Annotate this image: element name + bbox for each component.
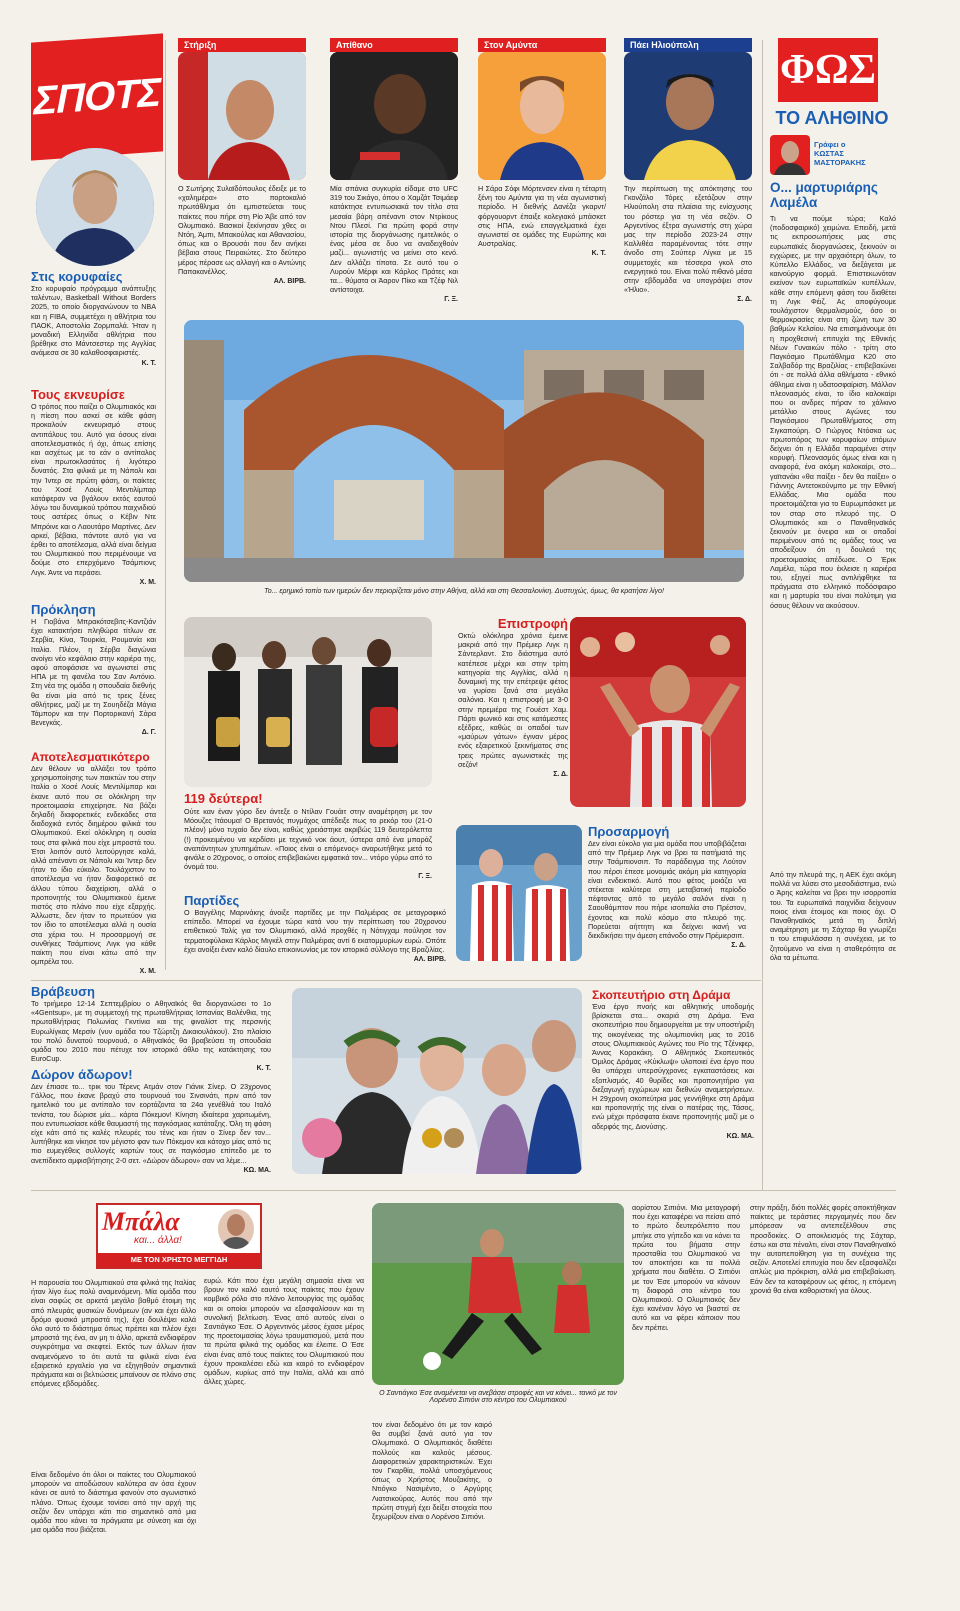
top-story-4-tag: Πάει Ηλιούπολη	[624, 38, 752, 52]
column-main-story	[770, 180, 896, 610]
bottom-col-5	[750, 1203, 896, 1295]
top-story-3-photo	[478, 52, 606, 180]
fos-subtitle: ΤΟ ΑΛΗΘΙΝΟ	[775, 108, 889, 128]
story-peaks-title: Στις κορυφαίες	[31, 269, 123, 284]
story-return-title: Επιστροφή	[497, 616, 568, 631]
top-story-4-sig: Σ. Δ.	[737, 296, 752, 304]
story-peaks-sig: Κ. Τ.	[141, 359, 156, 367]
story-adaptation-sig: Σ. Δ.	[731, 942, 746, 950]
story-shooters-sig: Χ. Μ.	[139, 578, 156, 586]
column-box	[96, 1203, 262, 1269]
top-story-4-text: Την περίπτωση της απόκτησης του Γκονζάλο Τόρες εξετάζουν στην Ηλιούπολη στα πλαίσια της ενίσχυσης του ρόστερ για τη νέα σεζόν. Ο Αργεντίνος έξτρα αγωνιστής στη χώρα μας την περίοδο 2023-24 στην Καλλιθέα παραμένοντας τότε στην άνοδο στη Σούπερ Λίγκα με 15 συμμετοχές και τέσσερα γκολ στο ενεργητικό του. Είναι πολύ πιθανό μέσα στην εβδομάδα να υπογράψει στον «Ήλιο».	[624, 184, 752, 295]
story-gift-title: Δώρον άδωρον!	[31, 1067, 133, 1082]
story-gift	[31, 1068, 271, 1174]
story-awards	[31, 985, 271, 1072]
story-shooters	[31, 388, 156, 586]
story-effective	[31, 750, 156, 975]
story-boxing-sig: Γ. Ξ.	[418, 873, 432, 881]
story-adaptation-title: Προσαρμογή	[588, 824, 670, 839]
column-box-subtitle: και... άλλα!	[134, 1235, 182, 1246]
olympic-medalist-photo-icon	[292, 988, 582, 1174]
footballer-training-icon	[372, 1203, 624, 1385]
story-challenge	[31, 603, 156, 736]
southampton-players-icon	[456, 825, 582, 961]
column-box-byline: ΜΕ ΤΟΝ ΧΡΗΣΤΟ ΜΕΓΓΙΔΗ	[98, 1253, 260, 1267]
story-awards-sig: Κ. Τ.	[256, 1065, 271, 1073]
boxers-photo-icon	[184, 617, 432, 787]
top-story-2-text: Μία σπάνια συγκυρία είδαμε στο UFC 319 του Σικάγο, όπου ο Χαμζάτ Τσιμάεφ κατάκτησε εντυπωσιακά τον τίτλο στα μεσαία βάρη απέναντι στον Ντρίκους Ντου Πλεσί. Για πρώτη φορά στην ιστορία της διοργάνωσης ημιτελικός ο ένας μέσα σε δυο να αναδειχθούν μαζί... αγωνιστής να μείνει στο κενό. Δεν αλλάζει τίποτα. Σε αυτό του ο Λυρούν Μέρφι και Κάρλος Πράτες και τα... θύματα οι Άαρον Πίκο και Τζέφ Νιλ αντίστοιχα.	[330, 184, 458, 295]
sunderland-fans-icon	[570, 617, 746, 807]
southampton-photo	[456, 825, 582, 961]
esse-caption: Ο Σαντιάγκο Έσε αναμένεται να ανεβάσει στροφές και να κάνει... τανκό με τον Λορένσο Σιπιόνι στο κέντρο του Ολυμπιακού	[379, 1390, 617, 1404]
columnist-byline	[814, 140, 896, 167]
story-drama-title: Σκοπευτήριο στη Δράμα	[592, 988, 731, 1002]
bottom-col-1-text: Η παρουσία του Ολυμπιακού στα φιλικά της Ιταλίας ήταν λίγο έως πολύ αναμενόμενη. Μία ομάδα που είναι σαφώς σε αρκετά μεγάλο βαθμό έτοιμη της από πλευράς φυσικών δυνάμεων (αν και έχει άλλο δρόμο φυσικά μπροστά της), έχει δουλέψει καλά όλο αυτό το διάστημα όπως πρέπει και πλέον έχει μπροστά της ένα, αν μη τι άλλο, αρκετά ενδιαφέρον συγκρότημα να σκεφτεί. Εκτός των άλλων ήταν αναμενόμενο το ότι αυτά τα φιλικά είναι ένα εξαιρετικό εργαλείο για να εξηγηθούν σημαντικά πράγματα και οι βελτιώσεις μπαίνουν σε πλάνο στις επόμενες εβδομάδες.	[31, 1278, 196, 1389]
top-story-1-text: Ο Σωτήρης Συλαϊδόπουλος έδειξε με το «χαλημέρα» στο πορτοκαλιό πρωτάθλημα ότι εμπιστεύεται τους παίκτες που πήρε στη Ρίο Άβε από τον Ολυμπιακό. Βασικοί ξεκίνησαν χθες οι Ντόη, Άμπι, Μπακούλας και Αθανασίου, όπως και ο Βρουσάι που δεν ανήκει βέβαια στους Πειραιώτες. Στο δεύτερο μέρος πέρασε ως αλλαγή και ο Αντώνης Παπακανέλλος.	[178, 184, 306, 276]
story-drama-sig: ΚΩ. ΜΑ.	[726, 1132, 754, 1140]
top-story-3	[478, 38, 606, 257]
top-story-3-tag: Στον Αμύντα	[478, 38, 606, 52]
column-title: Ο... μαρτυριάρης Λαμέλα	[770, 180, 878, 210]
top-story-4-photo	[624, 52, 752, 180]
column-text: Τι να πούμε τώρα; Καλό (ποδοσφαιρικό) χειμώνα. Επειδή, μετά τις εκπροσωπήσεις μας στις ευρωπαϊκές διοργανώσεις, ξεκινούν οι εγχώριες, με την αρχαιότερη όλων, το Κύπελλο Ελλάδος, να διεξάγεται με καινούργιο φορμά. Επιστεκωνόταν εκείνον των ευρωπαϊκών κυπέλλων, κάθε στην επόμενη φάση του διαθέτει τη Λιγκ Φέιζ. Ας αποφύγουμε τουλάχιστον θερμαλισμούς, όσο οι θερμοκρασίες είναι στη ζώνη των 30 βαθμών Κελσίου. Να επισημάνουμε ότι η προχθεσινή επιτυχία της Εθνικής Νέων Γυναικών πόλο - τρίτη στο Παγκόσμιο Πρωτάθλημα Κ20 στο Σαλβαδόρ της Βραζιλίας - επιβεβαιώνει ότι - σε πολλά άλλα αθλήματα - εθνικό άθλημα είναι η υδατοσφαίριση. Μάλλον πλεονασμός είναι, το ίδιο καλοκαίρι που οι ανδρες πήραν το χάλκινο μετάλλιο στους Αγώνες του Παγκόσμιου Πρωταθλήματος στη Σιγκαπούρη. Ο Γιώργος Ντόσκα ως πρωτοπόρος των κορυφαίων ατόμων δείχνει ότι η Ελλάδα παραμένει στην κορυφή. Πλεονασμός όμως είναι και η αναφορά, ένα ακόμη καλοκαίρι, στο... γαϊτανάκι «θα παίξει - δεν θα παίξει» ο Γιάννης Αντετοκούνμπο με την Εθνική Ελλάδας. Μια ομάδα που προετοιμάζεται για το Ευρωμπάσκετ με τον σταρ στο πλευρό της. Ο Ολυμπιακός και ο Παναθηναϊκός ξεκινούν με όνειρα και οι οπαδοί περιμένουν από τις ομάδες τους να αποδείξουν ότι η δουλειά της προετοιμασίας απέδωσε. Ο Έρικ Λαμέλα, τώρα που έκλεισε η καριέρα του, εξηγεί πως αντιλήφθηκε τα πράγματα στο ελληνικό ποδόσφαιρο και η μαρτυρία του είναι πολύτιμη για όσους θέλουν να ακούσουν.	[770, 214, 896, 610]
story-gift-sig: ΚΩ. ΜΑ.	[243, 1166, 271, 1174]
story-peaks-text: Στο κορυφαίο πρόγραμμα ανάπτυξης ταλέντων, Basketball Without Borders 2025, το οποίο διοργανώνουν το NBA και η FIBA, συμμετέχει η αθλήτρια του ΠΑΟΚ, Αποστολία Ζορμπαλά. Ήταν η μοναδική Ελληνίδα αθλήτρια που βρέθηκε στο Μάντσεστερ της Αγγλίας ανάμεσα σε 30 καλαθοσφαιριστές.	[31, 284, 156, 358]
esse-photo	[372, 1203, 624, 1385]
story-partides-text: Ο Βαγγέλης Μαρινάκης άνοιξε παρτίδες με την Παλμέιρας σε μεταγραφικό επίπεδο. Μπορεί να έχουμε τώρα κατά νου την περίπτωση του 20χρονου επιθετικού Ταλίς για τον Ολυμπιακό, αλλά προχθές η Νότιγχαμ πούλησε τον τερματοφύλακα Κάρλος Μιγκέλ στην Παλμέιρας αντί 6 εκατομμυρίων ευρώ. Οπότε έχει ανοίξει έναν καλό δίαυλο επικοινωνίας με τον ιστορικό σύλλογο της Βραζιλίας.	[184, 908, 446, 954]
bottom-col-3-text: τον είναι δεδομένο ότι με τον καιρό θα συμβεί ξανά αυτό για τον Ολυμπιακό. Ο Ολυμπιακός διαθέτει πολλούς και καλούς μέσους. Διαφορετικών χαρακτηριστικών. Έχει τον Γκαρθία, πολλά υποσχόμενους όπως ο Χρήστος Μουζακίτης, ο Ντιόγκο Νασιμέντο, ο Αργύρης Λιατσικούρας. Αυτός που από την πρώτη στιγμή έχει δείξει στοιχεία που ξεχωρίζουν είναι ο Λορένσο Σιπιόνι.	[372, 1420, 492, 1522]
brand-logo-text: ΣΠΟΤΣ	[33, 70, 161, 124]
story-challenge-title: Πρόκληση	[31, 602, 96, 617]
columnist-avatar	[770, 135, 810, 175]
bottom-col-1b	[31, 1470, 196, 1534]
bottom-col-1b-text: Είναι δεδομένο ότι όλοι οι παίκτες του Ολυμπιακού μπορούν να αποδώσουν καλύτερα αν όσα έχουν κάνει σε αυτό το διάστημα φανούν στο αγωνιστικό πλάνο. Όπως έχουμε τονίσει από την αρχή της σεζόν δεν υπάρχει κάτι πιο σημαντικό από μια ομάδα που κάνει τα πράγματα με σύνεση και όχι μια ομάδα που βιάζεται.	[31, 1470, 196, 1535]
bottom-col-4-text: αορίστου Σιπιόνι. Μια μεταγραφή που έχει καταφέρει να πείσει από το πρώτο δευτερόλεπτο που μπήκε στο γήπεδο και να κάνει τα πρώτα του βήματα στην προσταθία του Ολυμπιακού να τον αποκτήσει και τα πολλά χρήματα που διαθέτει. Ο Σιπιόνι με τον Έσε μπορούν να κάνουν τη διαφορά στο κέντρο του Ολυμπιακού. Ο Ολυμπιακός δεν έχει κανέναν λόγο να βιαστεί σε αυτό και να φέρει κάποιον που δεν πρέπει.	[632, 1203, 740, 1332]
top-story-1-tag: Στήριξη	[178, 38, 306, 52]
fighter-photo-icon	[330, 52, 458, 180]
story-shooters-text: Ο τρόπος που παίζει ο Ολυμπιακός και η πίεση που ασκεί σε κάθε φάση προκαλούν εκνευρισμό στους αντιπάλους του. Αυτό για όσους είναι αποτελεσματικός ή όχι, όπως επίσης και ασχέτως με το εάν ο αντίπαλος είναι πρωτοκλασάτος ή λιγότερο δυνατός. Στα φιλικά με τη Νάπολι και την Ίντερ σε πρώτη φάση, οι παίκτες του Χοσέ Λουίς Μεντιλίμπαρ κατάφεραν να βγάλουν εκτός εαυτού λόγω του δυναμικού τρόπου παιχνιδιού τους αστέρες όπως ο Κέβιν Ντε Μπρόινε και ο Λαουτάρο Μαρτίνες. Δεν αρκεί, βέβαια, πάντοτε αυτό για να έρθει το αποτέλεσμα, αλλά είναι δείγμα του Ολυμπιακού που περιμένουμε να δούμε στο επερχόμενο Τσάμπιονς Λιγκ. Άντε να περάσει.	[31, 402, 156, 577]
story-return-text: Οκτώ ολόκληρα χρόνια έμεινε μακριά από την Πρέμιερ Λιγκ η Σάντερλαντ. Στο διάστημα αυτό κατέπεσε μέχρι και στην τρίτη κατηγορία της Αγγλίας, αλλά η δυναμική της την επέτρεψε φέτος να γυρίσει ξανά στα μεγάλα σαλόνια. Και η επιστροφή με 3-0 στην πρεμιέρα της Γουέστ Χαμ. Πάρτι φωνικό και στις κατάμεστες εξέδρες, καθώς οι οπαδοί των «μαύρων γάτων» έγιναν μέρος ενός εξαιρετικού ξεκινήματος στις τρεις πρώτες αγωνιστικές της σεζόν!	[458, 631, 568, 769]
story-return	[458, 617, 568, 778]
fos-logo	[778, 38, 878, 102]
boxing-photo	[184, 617, 432, 787]
arch-of-galerius-icon	[184, 320, 744, 582]
top-story-2-photo	[330, 52, 458, 180]
top-story-2	[330, 38, 458, 303]
story-effective-sig: Χ. Μ.	[139, 968, 156, 976]
bottom-col-3	[372, 1420, 492, 1521]
story-challenge-sig: Δ. Γ.	[141, 729, 156, 737]
column-continuation	[770, 870, 896, 962]
athlete-portrait	[36, 148, 154, 266]
story-return-sig: Σ. Δ.	[553, 771, 568, 779]
top-story-2-sig: Γ. Ξ.	[444, 296, 458, 304]
coach-photo-icon	[178, 52, 306, 180]
story-awards-title: Βράβευση	[31, 984, 95, 999]
basketball-player-photo-icon	[478, 52, 606, 180]
bottom-col-4	[632, 1203, 740, 1332]
story-effective-text: Δεν θέλουν να αλλάξει τον τρόπο χρησιμοποίησης των παικτών του στην Ιταλία ο Χοσέ Λουίς Μεντιλίμπαρ και έκανε αυτό που σε ολόκληρη την προετοιμασία επιχείρησε. Να βάζει δηλαδή διαφορετικές ενδεκάδες στα διαδοχικά εντός διημέρου φιλικά του Ολυμπιακού. Εκεί ολόκληρη η ουσία τους στα φιλικά που είχε μπροστά του. Έτσι λοιπόν αυτό λειτούργησε καλά, αλλά απέναντι σε Νάπολι και Ίντερ δεν ήταν το ίδιο εύκολο. Τουλάχιστον το αποτέλεσμα να ήταν διαφορετικό σε άλλου τύπου διαχείριση, αλλά ο προπονητής του Ολυμπιακού έμεινε πιστός στο πλάνο που είχε εξαρχής. Άλλωστε, δεν ήταν το πρωτεύον για τον ίδιο το αποτέλεσμα αλλά η ουσία στα χέρια του. Η προσαρμογή σε συνθήκες Τσάμπιονς Λιγκ για κάθε παίκτη που είναι κάτω από την ομπρέλα του.	[31, 764, 156, 967]
top-story-1-photo	[178, 52, 306, 180]
bottom-divider	[31, 1190, 896, 1191]
column-divider	[165, 40, 166, 970]
column-author-avatar	[218, 1209, 254, 1249]
arch-caption: Το... ερημικό τοπίο των ημερών δεν περιορίζεται μόνο στην Αθήνα, αλλά και στη Θεσσαλονίκη. Δυστυχώς, όμως, θα κρατήσει λίγο!	[264, 588, 664, 595]
korakaki-photo	[292, 988, 582, 1174]
byline-label: Γράφει ο	[814, 140, 846, 149]
story-boxing	[184, 792, 432, 806]
brand-logo	[31, 33, 163, 160]
column-box-title: Μπάλα	[102, 1207, 180, 1236]
footballer-portrait-icon	[624, 52, 752, 180]
story-gift-text: Δεν έπιασε το... τρικ του Τέρενς Ατμάν στον Γιάνικ Σίνερ. Ο 23χρονος Γάλλος, που έκανε βραχύ στο τουρνουά του Σινσινάτι, πριν από τον ημιτελικό του με αντίπαλο τον εορτάζοντα τα 24α γενέθλιά του Ιταλό τενίστα, του δώρισε μία... κάρτα Πόκεμον! Κίνηση ιδιαίτερα χαριτωμένη, που εντυπωσίασε κάθε θαυμαστή της παγκόσμιας κατάταξης. Όλη τη φάση είχε κάτι από τις καλές πλευρές του τένις και ήταν ο Σίνερ δεν τον... λυπήθηκε και νίκησε τον μέγιστο φαν των Πόκεμον και κάτοχο μίας από τις πιο ευμεγέθεις συλλογές καρτών τους σε παγκόσμιο επίπεδο με το ανεπίδεκτο αμφισβήτησης 2-0 σετ. «Δώρον άδωρον» σαν να λέμε...	[31, 1082, 271, 1165]
story-effective-title: Αποτελεσματικότερο	[31, 750, 150, 764]
bottom-col-2-text: ευρώ. Κάτι που έχει μεγάλη σημασία είναι να βρουν τον καλό εαυτό τους παίκτες που έχουν κομβικό ρόλο στο πλάνο λειτουργίας της ομάδας και οι οποίοι μπορούν να εξασφαλίσουν και τη συνολική βελτίωση. Ένας από αυτούς είναι ο Σαντιάγκο Έσε. Ο Αργεντινός μέσος έχασε μέρος της προετοιμασίας λόγω τραυματισμού, μετά που τα πρώτα φιλικά της ομάδας και έλειπε. Ο Έσε είναι ένας από τους παίκτες του Ολυμπιακού που έχουν προκαλέσει εδώ και καιρό το ενδιαφέρον ομάδων, κυρίως από την Ιταλία, αλλά και από άλλες χώρες.	[204, 1276, 364, 1387]
columnist-avatar-icon	[770, 135, 810, 175]
arch-photo	[184, 320, 744, 582]
top-story-1-sig: ΑΛ. ΒΙΡΒ.	[273, 278, 306, 286]
story-partides-sig: ΑΛ. ΒΙΡΒ.	[413, 956, 446, 964]
story-challenge-text: Η Γιοβάνα Μπρακότσεβιτς-Καντζιάν έχει κατακτήσει πληθώρα τίτλων σε Σερβία, Κίνα, Τουρκία, Ρουμανία και Ιταλία. Πλέον, η Σέρβα διαγώνια ανοίγει νέο κεφάλαιο στην καριέρα της, αφού αποφάσισε να αγωνιστεί στις ΗΠΑ με τη φανέλα του Σαν Αντόνιο. Στη νέα της ομάδα η σπουδαία διεθνής θα είναι μία από τις τρεις ξένες αθλήτριες, μαζί με τη Σουηδέζα Μάγια Τάμπορν και την Πορτορικανή Σάρα Βενεγκάς.	[31, 617, 156, 728]
story-drama-text: Ένα έργο πνοής και αθλητικής υποδομής βρίσκεται στα... σκαριά στη Δράμα. Ένα σκοπευτήριο που δημιουργείται με την υποστήριξη της οικογένειας της ολυμπιονίκη μας το 2016 στους Ολυμπιακούς Αγώνες του Ρίο της Τζένιφερ, Άννας Κορακάκη. Ο Αθλητικός Σκοπευτικός Όμιλος Δράμας «Κύκλωψ» υλοποιεί ένα έργο που θα υπάρχει υπερσύγχρονες εγκαταστάσεις και εξοπλισμός, 40 θυρίδες και προπονητήριο για διεξαγωγή εγχώριων και διεθνών αναμετρήσεων. Η 29χρονη σκοπεύτρια μας γεννήθηκε στη Δράμα και προπονητής της είναι ο πατέρας της, Τάσος, ενώ μέχρι πρόσφατα έκανε προπονητής μαζί με ο αδερφός της, Διονύσης.	[592, 1002, 754, 1131]
bottom-col-1	[31, 1278, 196, 1388]
top-story-2-tag: Απίθανο	[330, 38, 458, 52]
top-story-1	[178, 38, 306, 285]
story-partides	[184, 894, 446, 963]
story-boxing-title: 119 δεύτερα!	[184, 791, 263, 806]
top-story-3-sig: Κ. Τ.	[591, 250, 606, 258]
bottom-col-2	[204, 1276, 364, 1386]
sunderland-photo	[570, 617, 746, 807]
story-boxing-text: Ούτε καν έναν γύρο δεν άντεξε ο Ντίλαν Γουάιτ στην αναμέτρηση με τον Μόουζες Ιτάουμα! Ο Βρετανός πυγμάχος απέδειξε πως το ρεκόρ του (21-0 πλέον) μόνο τυχαίο δεν είναι, καθώς χρειάστηκε ακριβώς 119 δευτερόλεπτα (!) προκειμένου να κερδίσει με τεχνικό νοκ άουτ, ύστερα από ένα μπαράζ αναπάντητων χτυπημάτων. «Ποιος είναι ο επόμενος» αναρωτήθηκε μετά το φινάλε ο 20χρονος, ο οποίος επιβεβαιώνει εμφατικά τον... ντόρο γύρω από το όνομά του.	[184, 807, 432, 872]
story-partides-title: Παρτίδες	[184, 893, 240, 908]
bottom-col-5-text: στην πράξη, διότι πολλές φορές αποκτήθηκαν παίκτες με τεράστιες περγαμηνές που δεν μπόρεσαν να αντεπεξέλθουν στις προσδοκίες. Ο αποκλεισμός της Σάχταρ, έστω και στα πέναλτι, είναι στον Παναθηναϊκό την αυτοπεποίθηση για τη συνέχεια της σεζόν. Αποτελεί επιτυχία που δεν εξασφαλίζει απλώς μια πρόκριση, αλλά μια επιβεβαίωση. Εάν δεν τα καταφέρουν ως φέτος, η επόμενη χρονιά θα είναι καθοριστική για όλους.	[750, 1203, 896, 1295]
story-adaptation-text: Δεν είναι εύκολο για μια ομάδα που υποβιβάζεται από την Πρέμιερ Λιγκ να βρει τα πατήματά της στην Τσάμπιονσιπ. Το παράδειγμα της Λούτον που πέρσι έπεσε μονομιάς ακόμη μία κατηγορία είναι ενδεικτικό. Αυτό που φέτος μοιάζει να στέκεται καλύτερα στη μεταβατική περίοδο πέφτοντας από το μεγάλο σαλόνι είναι η Σαουθάμπτον που πήρε ισοπαλία στο Πρέστον, έχοντας και πολύ κόσμο στο πλευρό της. Πορεύεται αήττητη και δείχνει ικανή να διεκδικήσει την άμεση επάνοδο στην Πρέμιερσιπ.	[588, 839, 746, 941]
story-drama	[592, 988, 754, 1140]
top-story-4	[624, 38, 752, 303]
story-awards-text: Το τριήμερο 12-14 Σεπτεμβρίου ο Αθηναϊκός θα διοργανώσει το 1ο «4Gentsup», με τη συμμετοχή της πρωταθλήτριας Ισπανίας Βαλένθια, της πρωταθλήτριας Πολωνίας Γκντίνια και της φιναλίστ της περσινής Ευρωλίγκας Μερσίν (νυν ομάδα του Τζώρτζη Δικαιουλάκου). Στο πλαίσιο του πολύ δυνατού τουρνουά, ο Αθηναϊκός θα βραβεύσει τη σπουδαία ομάδα του 2010 που πέτυχε τον ιστορικό άθλο της κατάκτησης του EuroCup.	[31, 999, 271, 1064]
story-shooters-title: Τους εκνευρίσε	[31, 387, 125, 402]
section-divider	[31, 980, 761, 981]
author-avatar-icon	[218, 1209, 254, 1249]
column-continuation-text: Από την πλευρά της, η ΑΕΚ έχει ακόμη πολλά να λύσει στο μεσοδιάστημα, ενώ ο Άρης καλείται να βρει την ισορροπία του. Τα ευρωπαϊκά παιχνίδια δείχνουν ποιος είναι έτοιμος και ποιος όχι. Ο Παναθηναϊκός μετά τη διπλή αναμέτρηση με τη Σάχταρ θα γνωρίζει τι του επιφυλάσσει η συνέχεια, με το ζητούμενο να είναι η σταθερότητα σε όλα τα μέτωπα.	[770, 870, 896, 962]
athlete-figure-icon	[36, 148, 154, 266]
story-adaptation	[588, 825, 746, 949]
top-story-3-text: Η Σάρα Σόφι Μόρτενσεν είναι η τέταρτη ξένη του Αμύντα για τη νέα αγωνιστική περίοδο. Η διεθνής Δανέζα γκαρντ/φόργουορντ έπαιξε κολεγιακό μπάσκετ στις ΗΠΑ, ενώ επαγγελματικά έχει αγωνιστεί σε ομάδες της Ευρώπης και Αυστραλίας.	[478, 184, 606, 249]
story-peaks	[31, 270, 156, 367]
fos-logo-text: ΦΩΣ	[780, 47, 876, 93]
byline-name: ΚΩΣΤΑΣ ΜΑΣΤΟΡΑΚΗΣ	[814, 149, 866, 167]
right-column-divider	[762, 40, 763, 1190]
story-boxing-body	[184, 807, 432, 880]
